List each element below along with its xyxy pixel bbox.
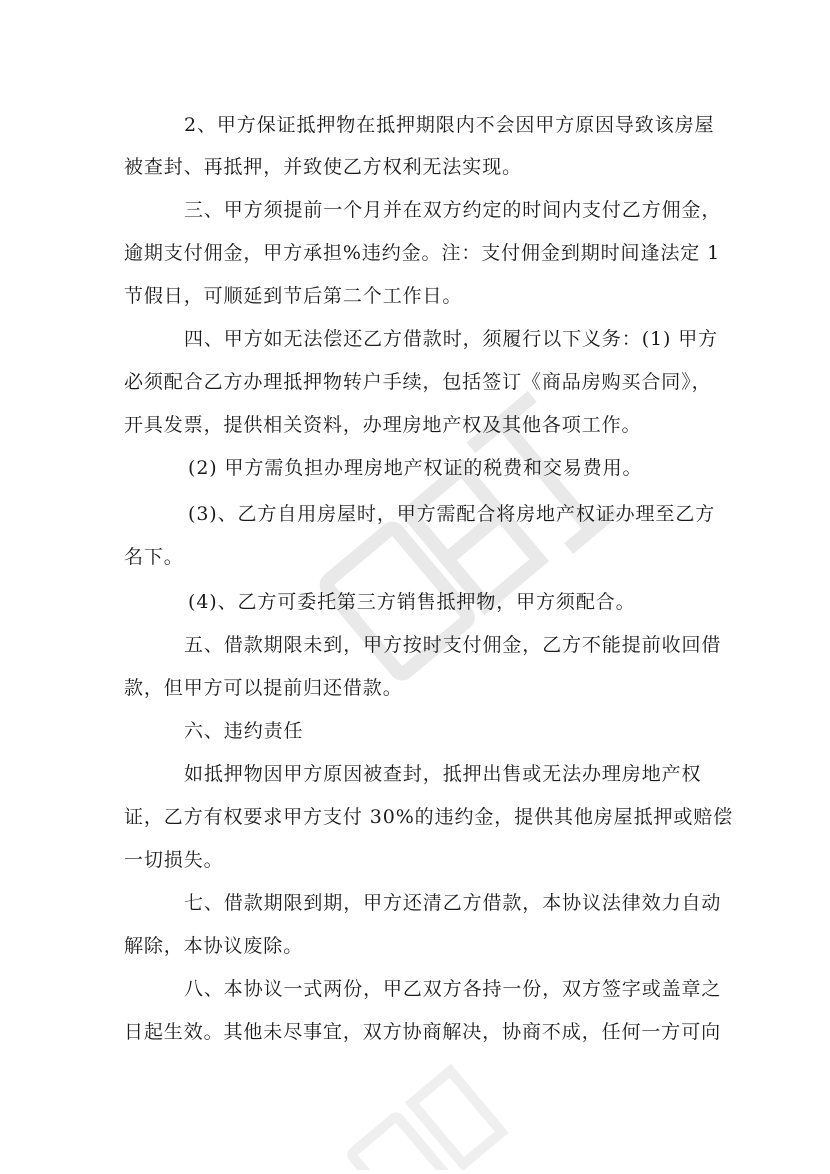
paragraph-line: 五、借款期限未到，甲方按时支付佣金，乙方不能提前收回借 <box>184 634 722 656</box>
paragraph-line: 2、甲方保证抵押物在抵押期限内不会因甲方原因导致该房屋 <box>184 114 715 136</box>
paragraph-line: 三、甲方须提前一个月并在双方约定的时间内支付乙方佣金， <box>184 199 722 221</box>
paragraph-line: 款，但甲方可以提前归还借款。 <box>124 677 403 699</box>
paragraph-line: 节假日，可顺延到节后第二个工作日。 <box>124 285 463 307</box>
paragraph-line: 八、本协议一式两份，甲乙双方各持一份，双方签字或盖章之 <box>184 978 722 1000</box>
paragraph-line: 一切损失。 <box>124 849 224 871</box>
paragraph-line: 四、甲方如无法偿还乙方借款时，须履行以下义务：(1) 甲方 <box>184 328 719 350</box>
paragraph-line: 如抵押物因甲方原因被查封，抵押出售或无法办理房地产权 <box>184 763 702 785</box>
watermark-logo-bottom <box>330 1060 530 1170</box>
paragraph-line: 七、借款期限到期，甲方还清乙方借款，本协议法律效力自动 <box>184 892 722 914</box>
paragraph-line: (3)、乙方自用房屋时，甲方需配合将房地产权证办理至乙方 <box>188 503 716 525</box>
paragraph-line: 必须配合乙方办理抵押物转户手续，包括签订《商品房购买合同》， <box>124 371 712 393</box>
paragraph-line: 日起生效。其他未尽事宜，双方协商解决，协商不成，任何一方可向 <box>124 1021 722 1043</box>
paragraph-line: 名下。 <box>124 546 184 568</box>
paragraph-line: (4)、乙方可委托第三方销售抵押物，甲方须配合。 <box>188 591 636 613</box>
paragraph-line: 被查封、再抵押，并致使乙方权利无法实现。 <box>124 156 523 178</box>
section-heading: 六、违约责任 <box>184 720 304 742</box>
paragraph-line: 开具发票，提供相关资料，办理房地产权及其他各项工作。 <box>124 414 642 436</box>
paragraph-line: 证，乙方有权要求甲方支付 30%的违约金，提供其他房屋抵押或赔偿 <box>124 806 734 828</box>
paragraph-line: 逾期支付佣金，甲方承担%违约金。注：支付佣金到期时间逢法定 1 <box>124 242 721 264</box>
paragraph-line: (2) 甲方需负担办理房地产权证的税费和交易费用。 <box>188 457 643 479</box>
paragraph-line: 解除，本协议废除。 <box>124 935 304 957</box>
